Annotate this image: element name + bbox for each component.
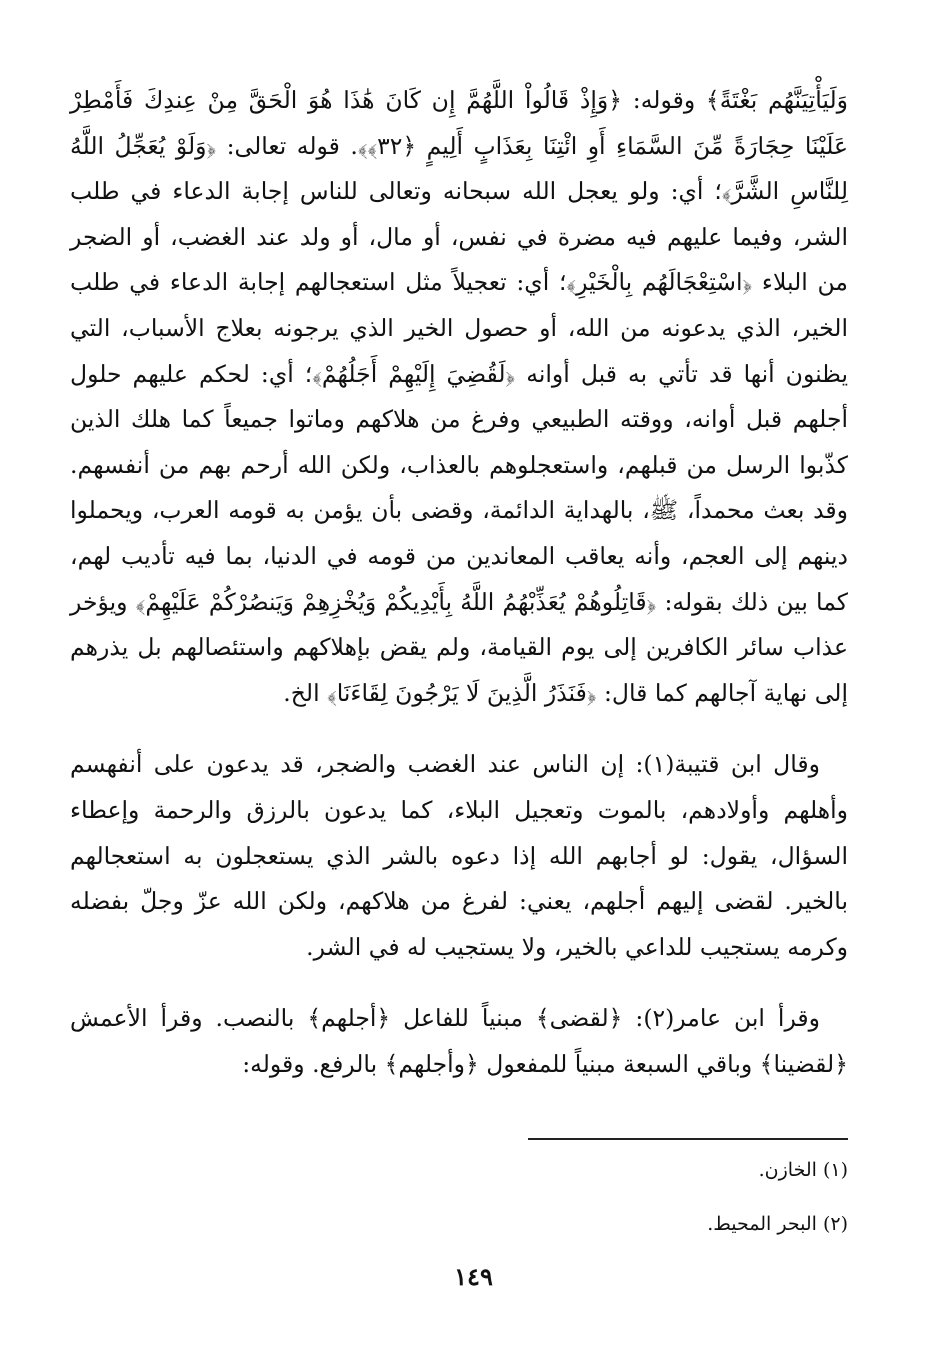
paragraph-1: وَلَيَأْتِيَنَّهُم بَغْتَةً﴾ وقوله: ﴿وَإِذْ قَالُواْ اللَّهُمَّ إِن كَانَ هَٰذَا هُوَ الْحَقَّ مِنْ عِندِكَ فَأَمْطِرْ عَلَيْنَا حِجَارَةً مِّنَ السَّمَاءِ أَوِ ائْتِنَا بِعَذَابٍ أَلِيمٍ ﴿٣٢﴾﴾. قوله تعالى: ﴿وَلَوْ يُعَجِّلُ اللَّهُ لِلنَّاسِ الشَّرَّ﴾؛ أي: ولو يعجل الله سبحانه وتعالى للناس إجابة الدعاء في طلب الشر، وفيما عليهم فيه مضرة في نفس، أو مال، أو ولد عند الغضب، أو الضجر من البلاء ﴿اسْتِعْجَالَهُم بِالْخَيْرِ﴾؛ أي: تعجيلاً مثل استعجالهم إجابة الدعاء في طلب الخير، الذي يدعونه من الله، أو حصول الخير الذي يرجونه بعلاج الأسباب، التي يظنون أنها قد تأتي به قبل أوانه ﴿لَقُضِيَ إِلَيْهِمْ أَجَلُهُمْ﴾؛ أي: لحكم عليهم حلول أجلهم قبل أوانه، ووقته الطبيعي وفرغ من هلاكهم وماتوا جميعاً كما هلك الذين كذّبوا الرسل من قبلهم، واستعجلوهم بالعذاب، ولكن الله أرحم بهم من أنفسهم. وقد بعث محمداً، ﷺ، بالهداية الدائمة، وقضى بأن يؤمن به قومه العرب، ويحملوا دينهم إلى العجم، وأنه يعاقب المعاندين من قومه في الدنيا، بما فيه تأديب لهم، كما بين ذلك بقوله: ﴿قَاتِلُوهُمْ يُعَذِّبْهُمُ اللَّهُ بِأَيْدِيكُمْ وَيُخْزِهِمْ وَيَنصُرْكُمْ عَلَيْهِمْ﴾ ويؤخر عذاب سائر الكافرين إلى يوم القيامة، ولم يقض بإهلاكهم واستئصالهم بل يذرهم إلى نهاية آجالهم كما قال: ﴿فَنَذَرُ الَّذِينَ لَا يَرْجُونَ لِقَاءَنَا﴾ الخ.	[70, 86, 849, 707]
paragraph-2: وقال ابن قتيبة(١): إن الناس عند الغضب والضجر، قد يدعون على أنفهسم وأهلهم وأولادهم، بالموت وتعجيل البلاء، كما يدعون بالرزق والرحمة وإعطاء السؤال، يقول: لو أجابهم الله إذا دعوه بالشر الذي يستعجلون به استعجالهم بالخير. لقضى إليهم أجلهم، يعني: لفرغ من هلاكهم، ولكن الله عزّ وجلّ بفضله وكرمه يستجيب للداعي بالخير، ولا يستجيب له في الشر.	[70, 750, 848, 961]
page-number: ١٤٩	[454, 1262, 493, 1291]
footnotes	[348, 1158, 848, 1266]
main-text	[70, 78, 848, 1087]
footnote-2: (٢) البحر المحيط.	[707, 1213, 848, 1235]
paragraph-3: وقرأ ابن عامر(٢): ﴿لقضى﴾ مبنياً للفاعل ﴿أجلهم﴾ بالنصب. وقرأ الأعمش ﴿لقضينا﴾ وباقي السبعة مبنياً للمفعول ﴿وأجلهم﴾ بالرفع. وقوله:	[70, 1004, 848, 1078]
footnote-divider	[528, 1138, 848, 1140]
footnote-1: (١) الخازن.	[758, 1159, 848, 1181]
